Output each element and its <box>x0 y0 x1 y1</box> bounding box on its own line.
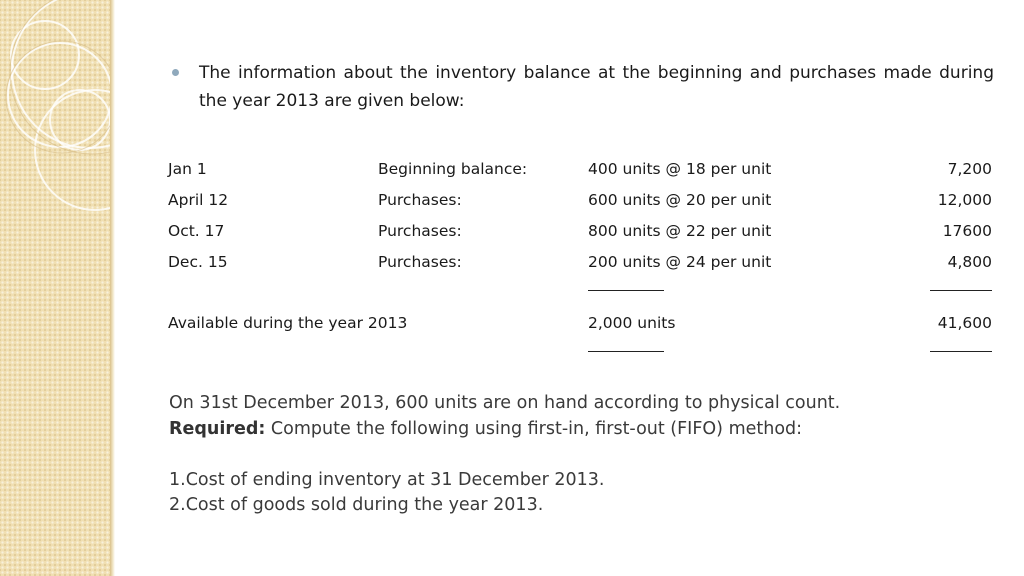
total-label: Available during the year 2013 <box>168 314 408 332</box>
row-amount: 4,800 <box>947 253 992 271</box>
row-amount: 7,200 <box>947 160 992 178</box>
required-label: Required: <box>169 418 266 439</box>
row-units: 600 units @ 20 per unit <box>588 191 772 209</box>
total-amount: 41,600 <box>937 314 992 332</box>
required-line <box>169 417 999 443</box>
row-amount: 12,000 <box>937 191 992 209</box>
side-panel-edge <box>110 0 115 576</box>
spacer <box>169 442 999 468</box>
inventory-ledger <box>168 158 994 373</box>
units-underline <box>588 351 664 352</box>
total-row <box>168 312 994 343</box>
row-type: Purchases: <box>378 253 462 271</box>
row-type: Purchases: <box>378 191 462 209</box>
row-type: Beginning balance: <box>378 160 528 178</box>
swirl-decoration-icon <box>0 0 112 576</box>
bullet-icon <box>172 69 179 76</box>
row-amount: 17600 <box>942 222 992 240</box>
row-units: 200 units @ 24 per unit <box>588 253 772 271</box>
physical-count-text: On 31st December 2013, 600 units are on hand according to physical count. <box>169 393 841 413</box>
row-date: April 12 <box>168 191 229 209</box>
total-units: 2,000 units <box>588 314 676 332</box>
amount-underline <box>930 351 992 352</box>
units-underline <box>588 290 664 291</box>
ledger-row <box>168 251 994 282</box>
task-item: 1.Cost of ending inventory at 31 December 2013. <box>169 469 605 490</box>
row-date: Jan 1 <box>168 160 207 178</box>
intro-text: The information about the inventory balance at the beginning and purchases made during the year 2013 are given below: <box>199 63 994 111</box>
row-units: 400 units @ 18 per unit <box>588 160 772 178</box>
row-units: 800 units @ 22 per unit <box>588 222 772 240</box>
total-rule <box>168 343 994 373</box>
required-text: Compute the following using first-in, first-out (FIFO) method: <box>265 418 803 439</box>
question-block <box>169 391 999 519</box>
row-type: Purchases: <box>378 222 462 240</box>
ledger-row <box>168 189 994 220</box>
subtotal-rule <box>168 282 994 312</box>
ledger-row <box>168 158 994 189</box>
ledger-row <box>168 220 994 251</box>
task-item: 2.Cost of goods sold during the year 2013. <box>169 495 544 515</box>
row-date: Oct. 17 <box>168 222 225 240</box>
decorative-side-panel <box>0 0 112 576</box>
amount-underline <box>930 290 992 291</box>
row-date: Dec. 15 <box>168 253 228 271</box>
